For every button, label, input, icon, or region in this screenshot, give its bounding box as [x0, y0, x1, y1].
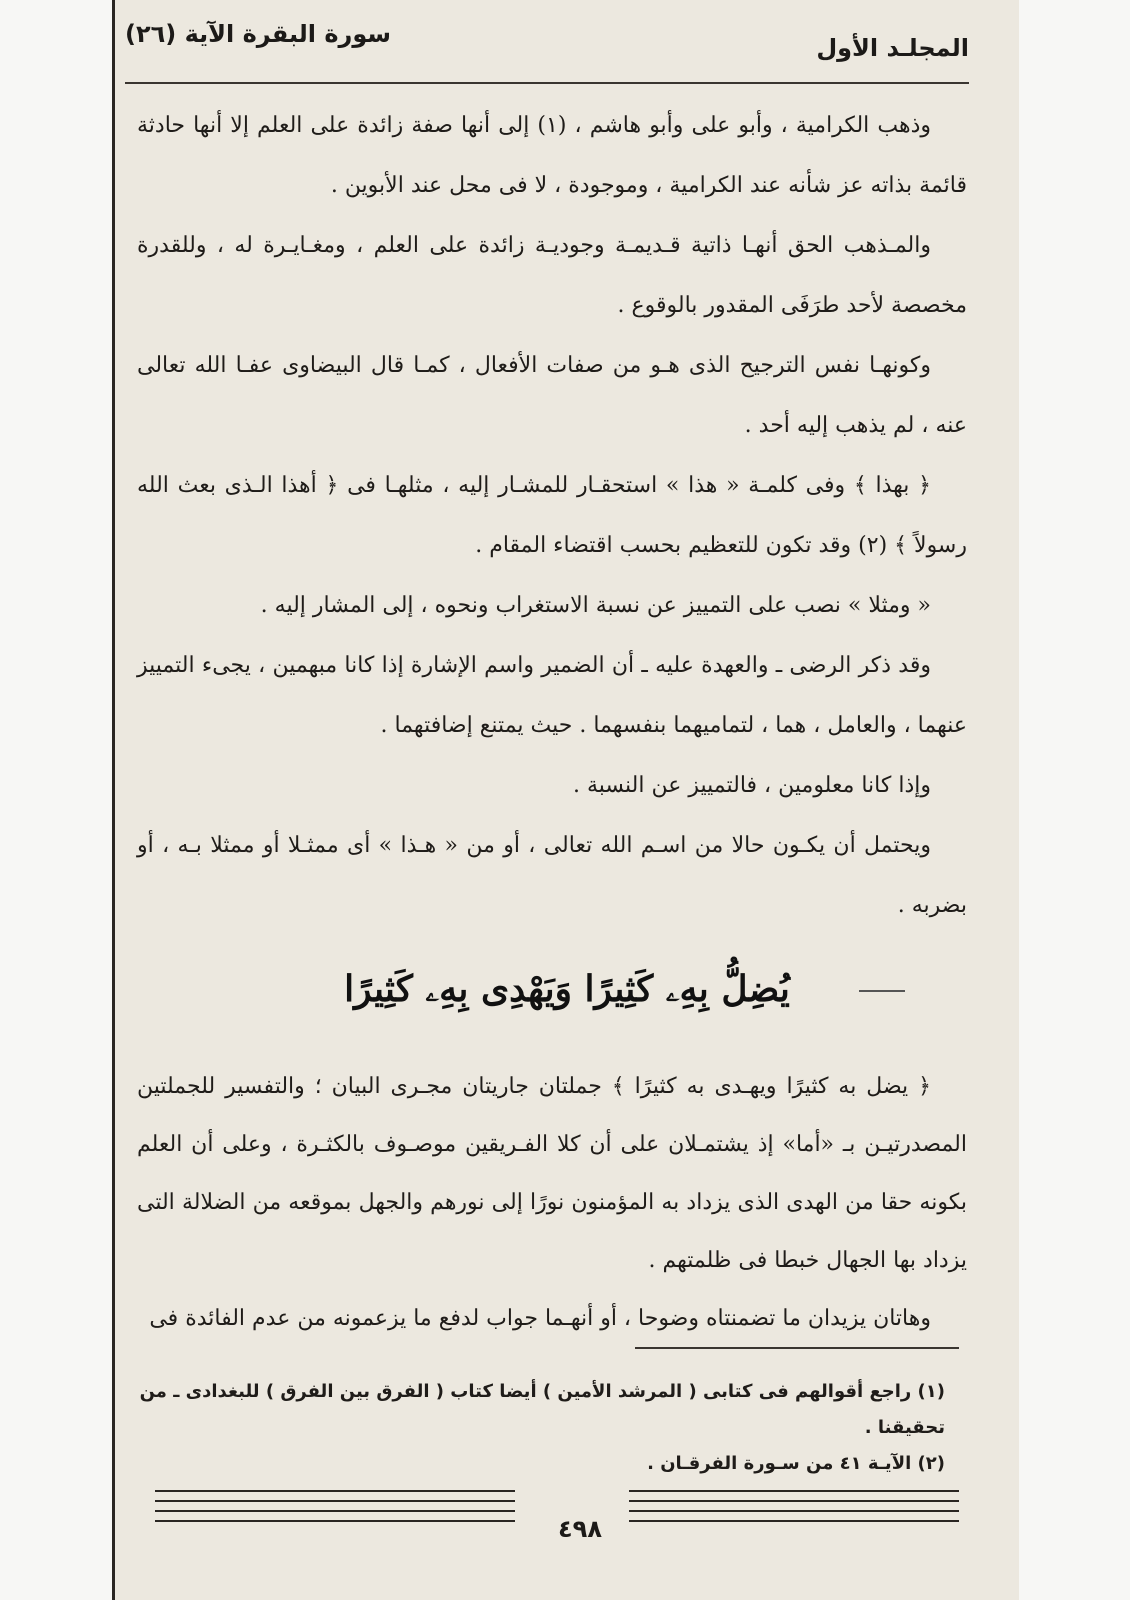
decorative-lines-right	[629, 1490, 959, 1536]
page-number: ٤٩٨	[558, 1515, 602, 1543]
paragraph: وكونهـا نفس الترجيح الذى هـو من صفات الأفعال ، كمـا قال البيضاوى عفـا الله تعالى عنه ، لم يذهب إليه أحد .	[137, 353, 967, 438]
header-rule	[125, 82, 969, 84]
paragraph: « ومثلا » نصب على التمييز عن نسبة الاستغراب ونحوه ، إلى المشار إليه .	[260, 593, 931, 618]
paragraph: وقد ذكر الرضى ـ والعهدة عليه ـ أن الضمير واسم الإشارة إذا كانا مبهمين ، يجىء التمييز عنهما ، والعامل ، هما ، لتماميهما بنفسهما . حيث يمتنع إضافتهما .	[137, 653, 967, 738]
footnote: (١) راجع أقوالهم فى كتابى ( المرشد الأمين ) أيضا كتاب ( الفرق بين الفرق ) للبغدادى ـ من تحقيقنا .	[139, 1381, 945, 1438]
footnote-rule	[635, 1347, 959, 1349]
book-page	[112, 0, 1019, 1600]
page-header	[115, 0, 1019, 82]
commentary-text	[137, 1058, 967, 1348]
paragraph: ﴿ يضل به كثيرًا ويهـدى به كثيرًا ﴾ جملتان جاريتان مجـرى البيان ؛ والتفسير للجملتين المصدرتيـن بـ «أما» إذ يشتمـلان على أن كلا الفـريقين موصـوف بالكثـرة ، وعلى أن العلم بكونه حقا من الهدى الذى يزداد به المؤمنون نورًا إلى نورهم والجهل بموقعه من الضلالة التى يزداد بها الجهال خبطا فى ظلمتهم .	[137, 1074, 967, 1273]
paragraph: وذهب الكرامية ، وأبو على وأبو هاشم ، (١) إلى أنها صفة زائدة على العلم إلا أنها حادثة قائمة بذاته عز شأنه عند الكرامية ، وموجودة ، لا فى محل عند الأبوين .	[137, 113, 967, 198]
surah-ayah-title: سورة البقرة الآية (٢٦)	[125, 20, 392, 48]
main-text	[137, 96, 967, 936]
footnote: (٢) الآيـة ٤١ من سـورة الفرقـان .	[647, 1453, 945, 1474]
quran-verse: يُضِلُّ بِهِۦ كَثِيرًا وَيَهْدِى بِهِۦ كَثِيرًا	[344, 968, 790, 1010]
paragraph: وإذا كانا معلومين ، فالتمييز عن النسبة .	[573, 773, 931, 798]
paragraph: والمـذهب الحق أنهـا ذاتية قـديمـة وجوديـة زائدة على العلم ، ومغـايـرة له ، وللقدرة مخصصة لأحد طرَفَى المقدور بالوقوع .	[137, 233, 967, 318]
paragraph: ويحتمل أن يكـون حالا من اسـم الله تعالى ، أو من « هـذا » أى ممثـلا أو ممثلا بـه ، أو بضربه .	[137, 833, 967, 918]
paragraph: وهاتان يزيدان ما تضمنتاه وضوحا ، أو أنهـما جواب لدفع ما يزعمونه من عدم الفائدة فى	[149, 1306, 931, 1331]
decorative-lines-left	[155, 1490, 515, 1536]
footnotes	[137, 1374, 959, 1482]
volume-title: المجلـد الأول	[816, 34, 969, 62]
paragraph: ﴿ بهذا ﴾ وفى كلمـة « هذا » استحقـار للمشـار إليه ، مثلهـا فى ﴿ أهذا الـذى بعث الله رسولاً ﴾ (٢) وقد تكون للتعظيم بحسب اقتضاء المقام .	[137, 473, 967, 558]
